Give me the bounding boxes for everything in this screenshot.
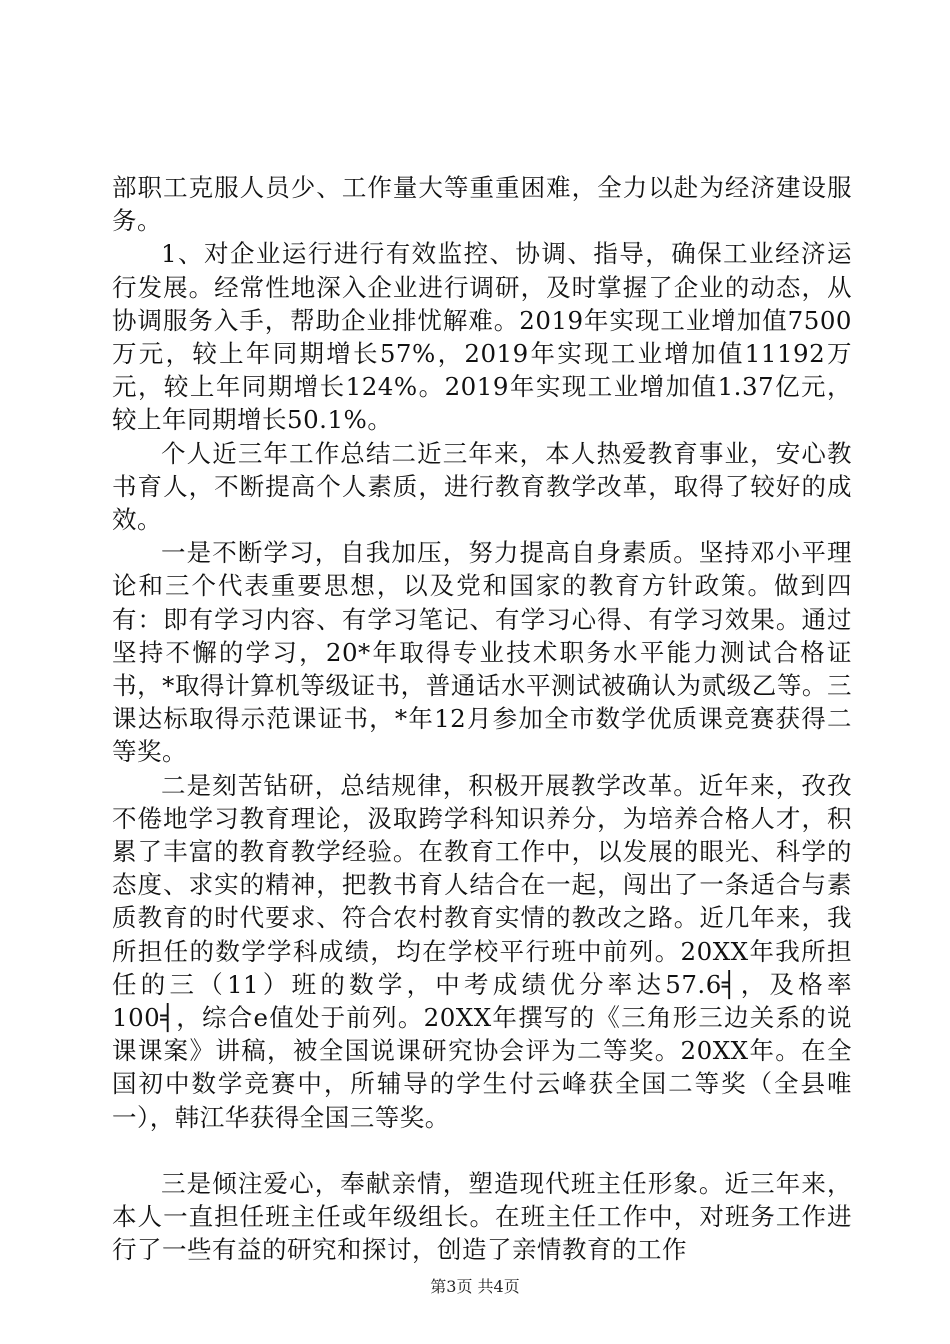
paragraph-continuation: 部职工克服人员少、工作量大等重重困难，全力以赴为经济建设服务。 bbox=[112, 173, 852, 236]
paragraph-item-1: 1、对企业运行进行有效监控、协调、指导，确保工业经济运行发展。经常性地深入企业进行调研，及时掌握了企业的动态，从协调服务入手，帮助企业排忧解难。2019年实现工业增加值7500万元，较上年同期增长57%，2019年实现工业增加值11192万元，较上年同期增长124%。2019年实现工业增加值1.37亿元，较上年同期增长50.1%。 bbox=[112, 239, 852, 435]
document-body bbox=[112, 171, 852, 1267]
page-footer: 第3页 共4页 bbox=[430, 1277, 520, 1296]
paragraph-point-three: 三是倾注爱心，奉献亲情，塑造现代班主任形象。近三年来，本人一直担任班主任或年级组长。在班主任工作中，对班务工作进行了一些有益的研究和探讨，创造了亲情教育的工作 bbox=[112, 1168, 852, 1265]
paragraph-point-one: 一是不断学习，自我加压，努力提高自身素质。坚持邓小平理论和三个代表重要思想，以及党和国家的教育方针政策。做到四有：即有学习内容、有学习笔记、有学习心得、有学习效果。通过坚持不懈的学习，20*年取得专业技术职务水平能力测试合格证书，*取得计算机等级证书，普通话水平测试被确认为贰级乙等。三课达标取得示范课证书，*年12月参加全市数学优质课竞赛获得二等奖。 bbox=[112, 538, 852, 767]
paragraph-point-two: 二是刻苦钻研，总结规律，积极开展教学改革。近年来，孜孜不倦地学习教育理论，汲取跨学科知识养分，为培养合格人才，积累了丰富的教育教学经验。在教育工作中，以发展的眼光、科学的态度、求实的精神，把教书育人结合在一起，闯出了一条适合与素质教育的时代要求、符合农村教育实情的教改之路。近几年来，我所担任的数学学科成绩，均在学校平行班中前列。20XX年我所担任的三（11）班的数学，中考成绩优分率达57.6╡，及格率100╡，综合e值处于前列。20XX年撰写的《三角形三边关系的说课课案》讲稿，被全国说课研究协会评为二等奖。20XX年。在全国初中数学竞赛中，所辅导的学生付云峰获全国二等奖（全县唯一），韩江华获得全国三等奖。 bbox=[112, 770, 852, 1132]
paragraph-summary-intro: 个人近三年工作总结二近三年来，本人热爱教育事业，安心教书育人，不断提高个人素质，进行教育教学改革，取得了较好的成效。 bbox=[112, 438, 852, 535]
